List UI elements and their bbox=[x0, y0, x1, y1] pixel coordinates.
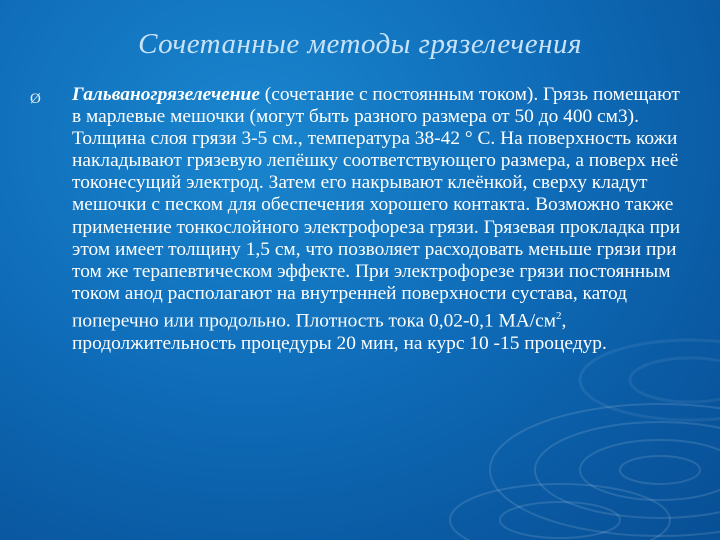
paragraph-text-part2: , продолжительность процедуры 20 мин, на курс 10 -15 процедур. bbox=[72, 310, 607, 354]
bullet-arrow-icon: Ø bbox=[30, 91, 41, 107]
slide-title: Сочетанные методы грязелечения bbox=[138, 28, 582, 60]
term-highlight: Гальваногрязелечение bbox=[72, 84, 260, 105]
paragraph bbox=[72, 84, 682, 355]
superscript-exponent: 2 bbox=[556, 309, 562, 322]
paragraph-text-part1: (сочетание с постоянным током). Грязь помещают в марлевые мешочки (могут быть разного размера от 50 до 400 см3). Толщина слоя грязи 3-5 см., температура 38-42 ° С. На поверхность кожи накладывают грязевую лепёшку соответствующего размера, а поверх неё токонесущий электрод. Затем его накрывают клеёнкой, сверху кладут мешочки с песком для обеспечения хорошего контакта. Возможно также применение тонкослойного электрофореза грязи. Грязевая прокладка при этом имеет толщину 1,5 см, что позволяет расходовать меньше грязи при том же терапевтическом эффекте. При электрофорезе грязи постоянным током анод располагают на внутренней поверхности сустава, катод поперечно или продольно. Плотность тока 0,02-0,1 МА/см bbox=[72, 84, 681, 332]
